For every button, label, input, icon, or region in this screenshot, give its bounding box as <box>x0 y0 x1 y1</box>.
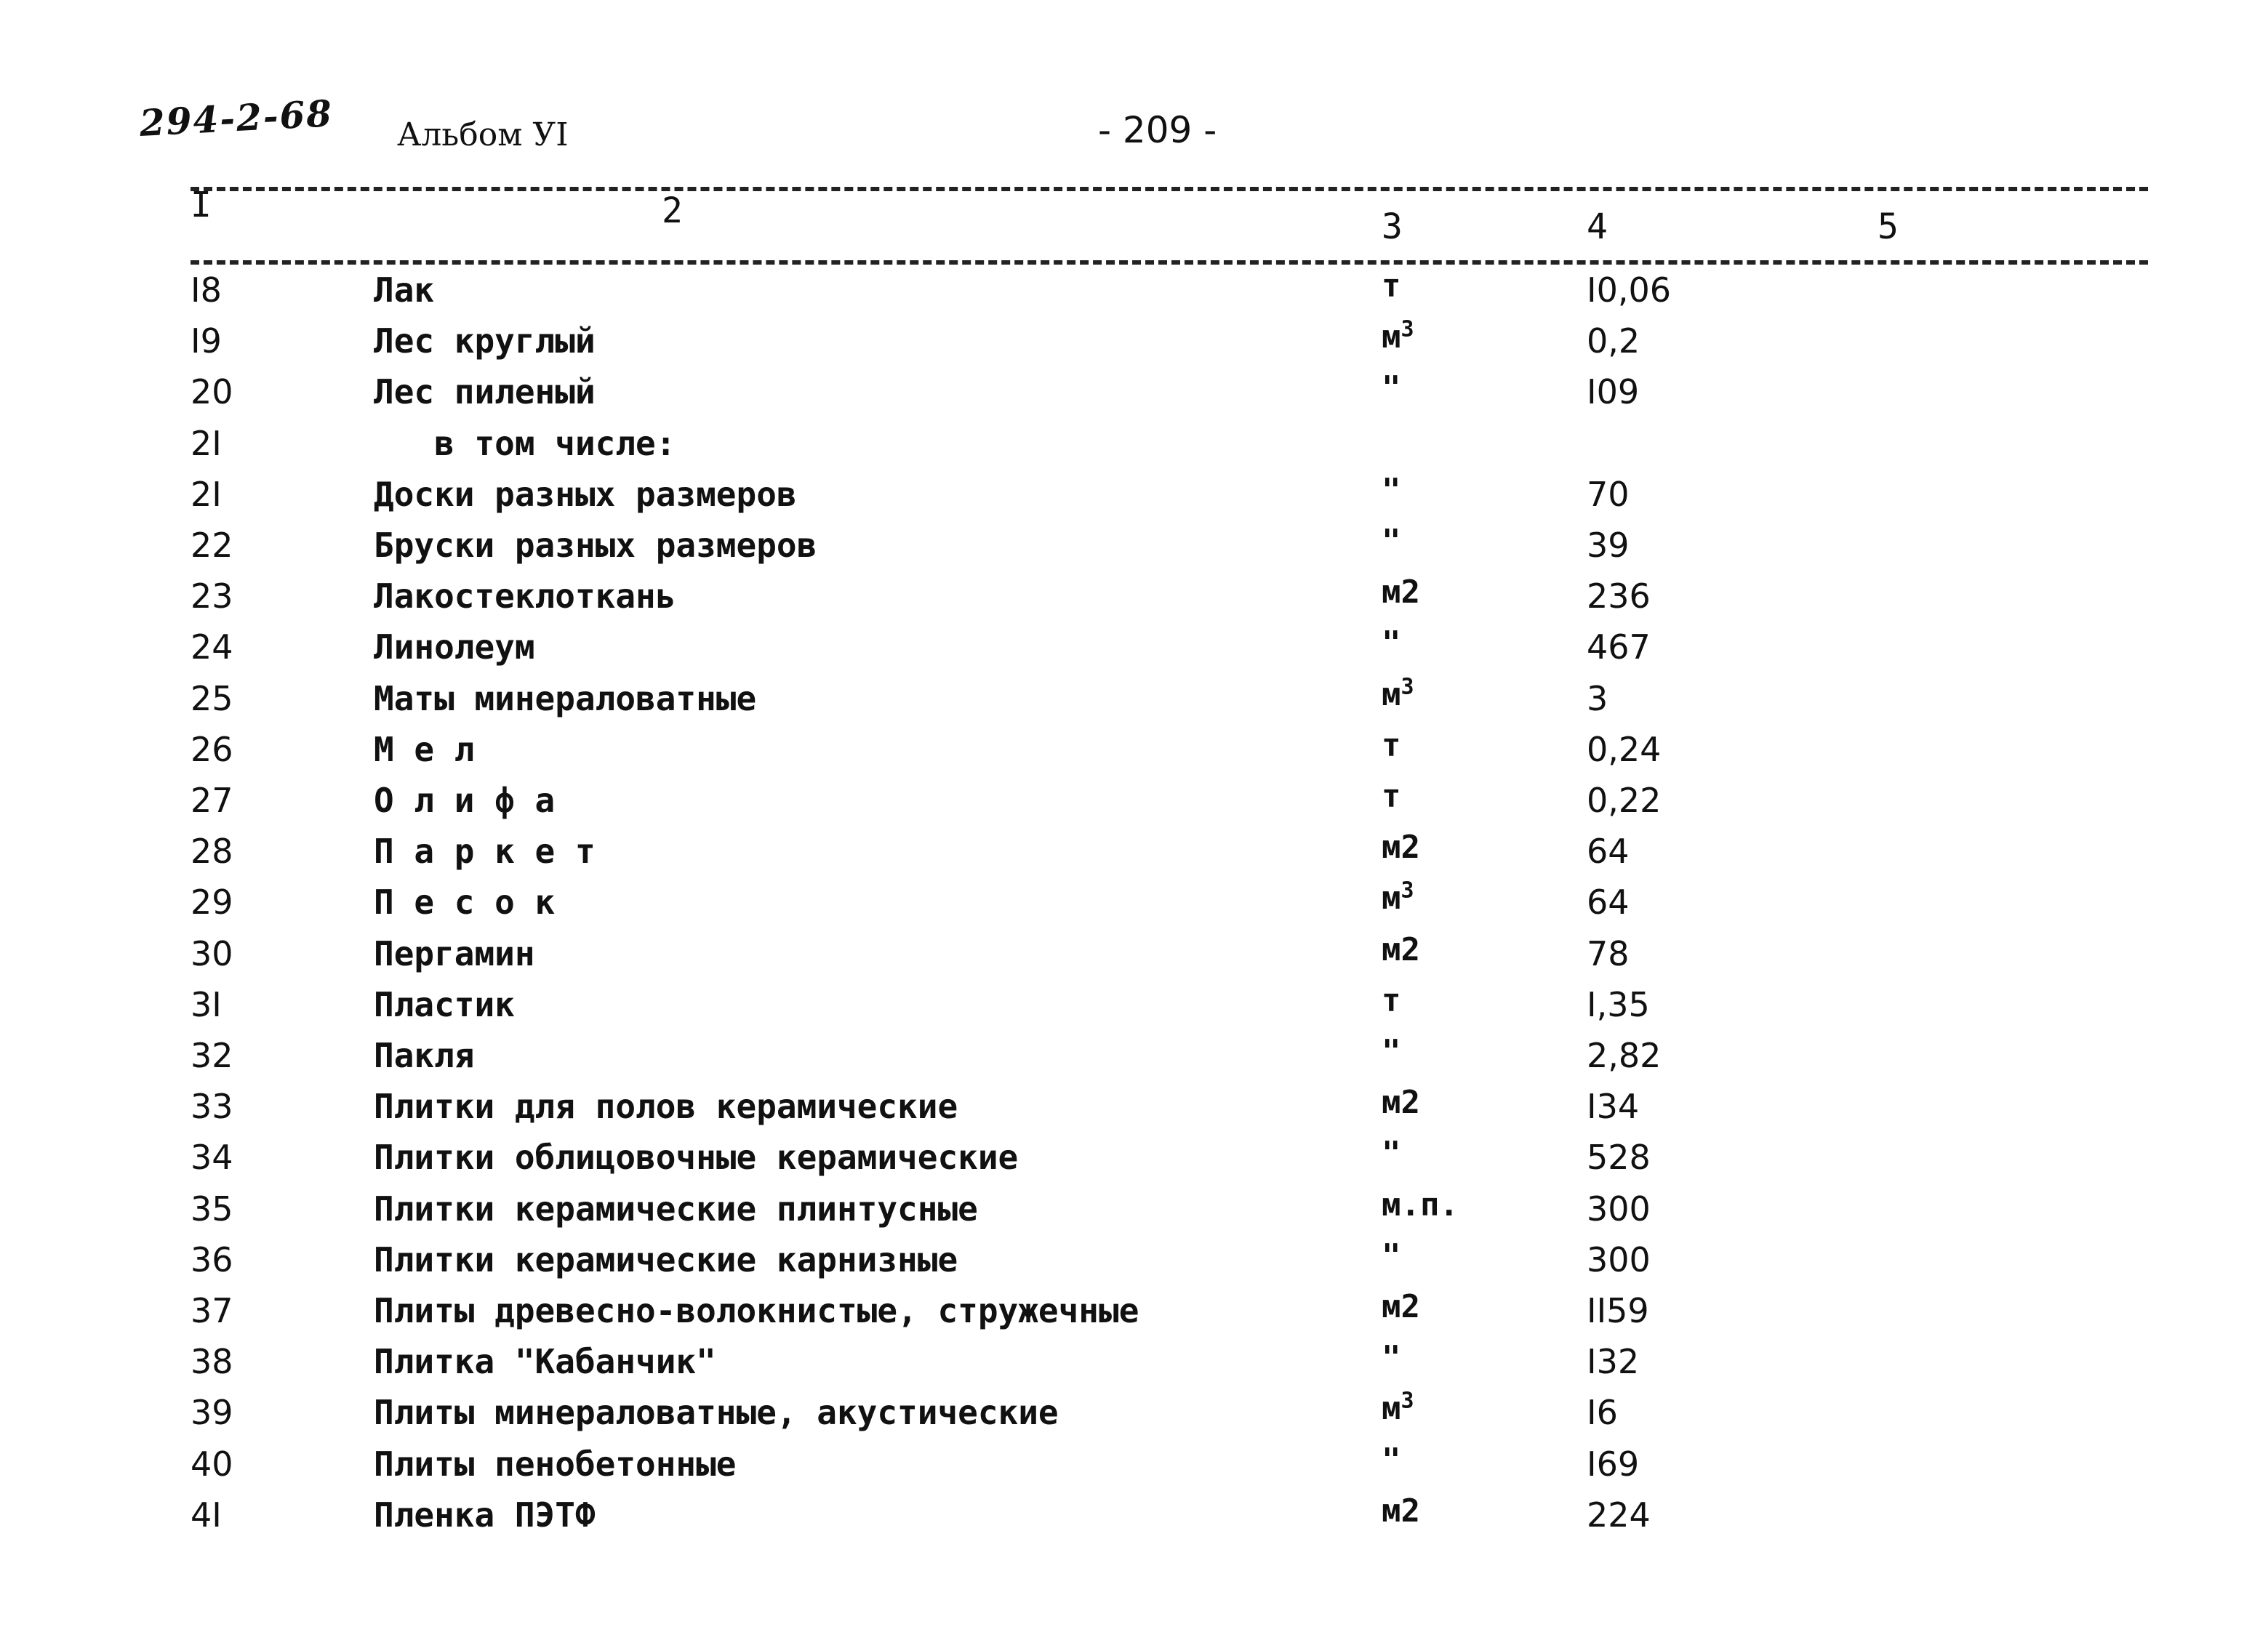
table-row <box>0 1186 2268 1240</box>
table-row <box>0 472 2268 526</box>
column-header-3: 3 <box>1382 206 1403 247</box>
row-number: 4I <box>191 1495 222 1535</box>
material-name: Лакостеклоткань <box>374 576 676 616</box>
quantity: I6 <box>1587 1393 1618 1432</box>
table-row <box>0 1288 2268 1342</box>
quantity: 64 <box>1587 832 1630 871</box>
unit <box>1382 1339 1401 1376</box>
column-header-5: 5 <box>1878 206 1899 247</box>
unit <box>1382 369 1401 406</box>
material-name: Маты минераловатные <box>374 679 757 718</box>
row-number: I9 <box>191 321 222 361</box>
row-number: 34 <box>191 1138 233 1177</box>
unit-text: м2 <box>1382 931 1420 968</box>
unit <box>1382 268 1401 305</box>
table-row <box>0 316 2268 372</box>
column-header-4: 4 <box>1587 206 1608 247</box>
table-row <box>0 369 2268 423</box>
material-name: М е л <box>374 730 475 769</box>
unit-text: " <box>1382 1237 1401 1274</box>
row-number: 37 <box>191 1291 233 1330</box>
unit-text: м2 <box>1382 1084 1420 1121</box>
row-number: 33 <box>191 1087 233 1126</box>
material-name: Плитки керамические плинтусные <box>374 1189 978 1229</box>
unit-text: т <box>1382 778 1401 815</box>
material-name: Лес пиленый <box>374 372 596 411</box>
table-row <box>0 1388 2268 1444</box>
quantity: 64 <box>1587 883 1630 922</box>
row-number: 28 <box>191 832 233 871</box>
material-name: в том числе: <box>374 424 676 463</box>
row-number: 3I <box>191 985 222 1024</box>
quantity: 0,2 <box>1587 321 1640 361</box>
material-name: Плитки для полов керамические <box>374 1087 958 1126</box>
table-row <box>0 523 2268 576</box>
quantity: I0,06 <box>1587 270 1671 310</box>
row-number: 2I <box>191 475 222 514</box>
quantity: 236 <box>1587 576 1651 616</box>
row-number: 20 <box>191 372 233 411</box>
material-name: П е с о к <box>374 883 556 922</box>
column-header-1: I <box>191 185 212 225</box>
table-row <box>0 424 2268 475</box>
material-name: Пергамин <box>374 934 535 973</box>
unit-text: м2 <box>1382 1492 1420 1530</box>
row-number: 35 <box>191 1189 233 1229</box>
row-number: I8 <box>191 270 222 310</box>
album-title: Альбом УI <box>397 116 569 153</box>
quantity: 70 <box>1587 475 1630 514</box>
material-name: Линолеум <box>374 627 535 667</box>
table-row <box>0 576 2268 627</box>
unit <box>1382 472 1401 509</box>
unit-text: м2 <box>1382 829 1420 866</box>
quantity: I34 <box>1587 1087 1640 1126</box>
quantity: 300 <box>1587 1189 1651 1229</box>
quantity: 0,22 <box>1587 781 1662 820</box>
quantity: 78 <box>1587 934 1630 973</box>
table-row <box>0 1237 2268 1291</box>
row-number: 32 <box>191 1036 233 1075</box>
unit <box>1382 1492 1420 1530</box>
row-number: 23 <box>191 576 233 616</box>
unit <box>1382 1390 1414 1427</box>
row-number: 39 <box>191 1393 233 1432</box>
quantity: I32 <box>1587 1342 1640 1381</box>
quantity: 3 <box>1587 679 1608 718</box>
quantity: 300 <box>1587 1240 1651 1279</box>
table-row <box>0 1033 2268 1087</box>
unit-text: " <box>1382 472 1401 509</box>
material-name: Плитки керамические карнизные <box>374 1240 958 1279</box>
material-name: Доски разных размеров <box>374 475 797 514</box>
unit <box>1382 778 1401 815</box>
table-row <box>0 1444 2268 1495</box>
table-row <box>0 931 2268 985</box>
table-row <box>0 624 2268 678</box>
row-number: 38 <box>191 1342 233 1381</box>
column-header-2: 2 <box>662 190 683 231</box>
quantity: I69 <box>1587 1444 1640 1484</box>
material-name: Плитки облицовочные керамические <box>374 1138 1019 1177</box>
material-name: Лес круглый <box>374 321 596 361</box>
unit <box>1382 931 1420 968</box>
unit-exponent: 3 <box>1401 316 1414 342</box>
unit <box>1382 1237 1401 1274</box>
material-name: Пленка ПЭТФ <box>374 1495 596 1535</box>
unit-text: м <box>1382 318 1401 355</box>
row-number: 24 <box>191 627 233 667</box>
table-row <box>0 270 2268 321</box>
quantity: II59 <box>1587 1291 1649 1330</box>
unit-text: " <box>1382 1339 1401 1376</box>
unit-text: м2 <box>1382 574 1420 611</box>
unit <box>1382 1186 1459 1223</box>
material-name: Плитка "Кабанчик" <box>374 1342 716 1381</box>
unit-text: " <box>1382 1033 1401 1070</box>
row-number: 36 <box>191 1240 233 1279</box>
unit <box>1382 877 1414 917</box>
unit <box>1382 1135 1401 1172</box>
unit-text: м.п. <box>1382 1186 1459 1223</box>
table-row <box>0 1339 2268 1393</box>
material-name: П а р к е т <box>374 832 596 871</box>
quantity: 528 <box>1587 1138 1651 1177</box>
row-number: 22 <box>191 526 233 565</box>
quantity: I09 <box>1587 372 1640 411</box>
material-name: Пластик <box>374 985 515 1024</box>
table-row <box>0 1492 2268 1546</box>
unit <box>1382 676 1414 713</box>
unit-text: т <box>1382 727 1401 764</box>
unit-text: м <box>1382 676 1401 713</box>
table-row <box>0 778 2268 832</box>
row-number: 25 <box>191 679 233 718</box>
unit <box>1382 1288 1420 1325</box>
unit-text: м <box>1382 880 1401 917</box>
material-name: Плиты пенобетонные <box>374 1444 737 1484</box>
quantity: 224 <box>1587 1495 1651 1535</box>
quantity: 2,82 <box>1587 1036 1662 1075</box>
material-name: Плиты древесно-волокнистые, стружечные <box>374 1291 1139 1330</box>
unit-text: м2 <box>1382 1288 1420 1325</box>
quantity: 39 <box>1587 526 1630 565</box>
unit-exponent: 3 <box>1401 1388 1414 1414</box>
unit <box>1382 574 1420 611</box>
unit-text: " <box>1382 369 1401 406</box>
unit <box>1382 1442 1401 1479</box>
row-number: 40 <box>191 1444 233 1484</box>
unit-text: т <box>1382 982 1401 1019</box>
table-row <box>0 674 2268 730</box>
material-name: Бруски разных размеров <box>374 526 817 565</box>
unit-exponent: 3 <box>1401 674 1414 700</box>
unit-text: " <box>1382 523 1401 560</box>
table-row <box>0 1084 2268 1138</box>
row-number: 29 <box>191 883 233 922</box>
material-name: Пакля <box>374 1036 475 1075</box>
table-row <box>0 982 2268 1036</box>
unit-text: " <box>1382 1442 1401 1479</box>
unit <box>1382 523 1401 560</box>
unit-text: т <box>1382 268 1401 305</box>
unit <box>1382 624 1401 662</box>
quantity: 467 <box>1587 627 1651 667</box>
unit <box>1382 1084 1420 1121</box>
unit <box>1382 318 1414 355</box>
quantity: I,35 <box>1587 985 1650 1024</box>
quantity: 0,24 <box>1587 730 1662 769</box>
material-name: Лак <box>374 270 435 310</box>
unit-text: м <box>1382 1390 1401 1427</box>
table-row <box>0 829 2268 883</box>
row-number: 30 <box>191 934 233 973</box>
unit-text: " <box>1382 624 1401 662</box>
row-number: 2I <box>191 424 222 463</box>
table-row <box>0 1135 2268 1189</box>
unit-text: " <box>1382 1135 1401 1172</box>
material-name: О л и ф а <box>374 781 556 820</box>
document-code: 294-2-68 <box>138 92 334 145</box>
table-row <box>0 877 2268 933</box>
unit <box>1382 727 1401 764</box>
table-row <box>0 727 2268 781</box>
unit-exponent: 3 <box>1401 877 1414 904</box>
unit <box>1382 1033 1401 1070</box>
material-name: Плиты минераловатные, акустические <box>374 1393 1059 1432</box>
unit <box>1382 982 1401 1019</box>
row-number: 26 <box>191 730 233 769</box>
unit <box>1382 829 1420 866</box>
row-number: 27 <box>191 781 233 820</box>
page-number: - 209 - <box>1098 109 1217 151</box>
